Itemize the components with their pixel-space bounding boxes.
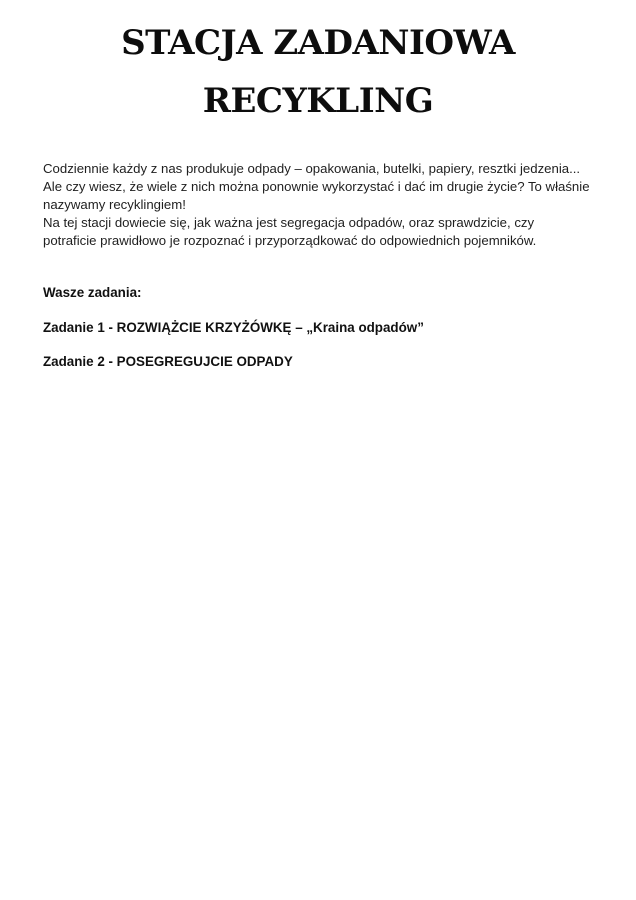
intro-line-3: nazywamy recyklingiem! (43, 197, 186, 212)
intro-line-1: Codziennie każdy z nas produkuje odpady – opakowania, butelki, papiery, resztki jedzenia... (43, 161, 581, 176)
task-item-1: Zadanie 1 - ROZWIĄŻCIE KRZYŻÓWKĘ – „Kraina odpadów” (43, 320, 424, 335)
tasks-heading: Wasze zadania: (43, 285, 142, 300)
title-line-2: RECYKLING (202, 81, 434, 121)
intro-line-2: Ale czy wiesz, że wiele z nich można ponownie wykorzystać i dać im drugie życie? To właśnie (43, 179, 590, 194)
intro-line-5: potraficie prawidłowo je rozpoznać i przyporządkować do odpowiednich pojemników. (43, 233, 537, 248)
page-title (0, 14, 636, 130)
intro-paragraph (43, 160, 603, 250)
task-item-2: Zadanie 2 - POSEGREGUJCIE ODPADY (43, 354, 293, 369)
title-line-1: STACJA ZADANIOWA (121, 23, 515, 63)
intro-line-4: Na tej stacji dowiecie się, jak ważna jest segregacja odpadów, oraz sprawdzicie, czy (43, 215, 535, 230)
